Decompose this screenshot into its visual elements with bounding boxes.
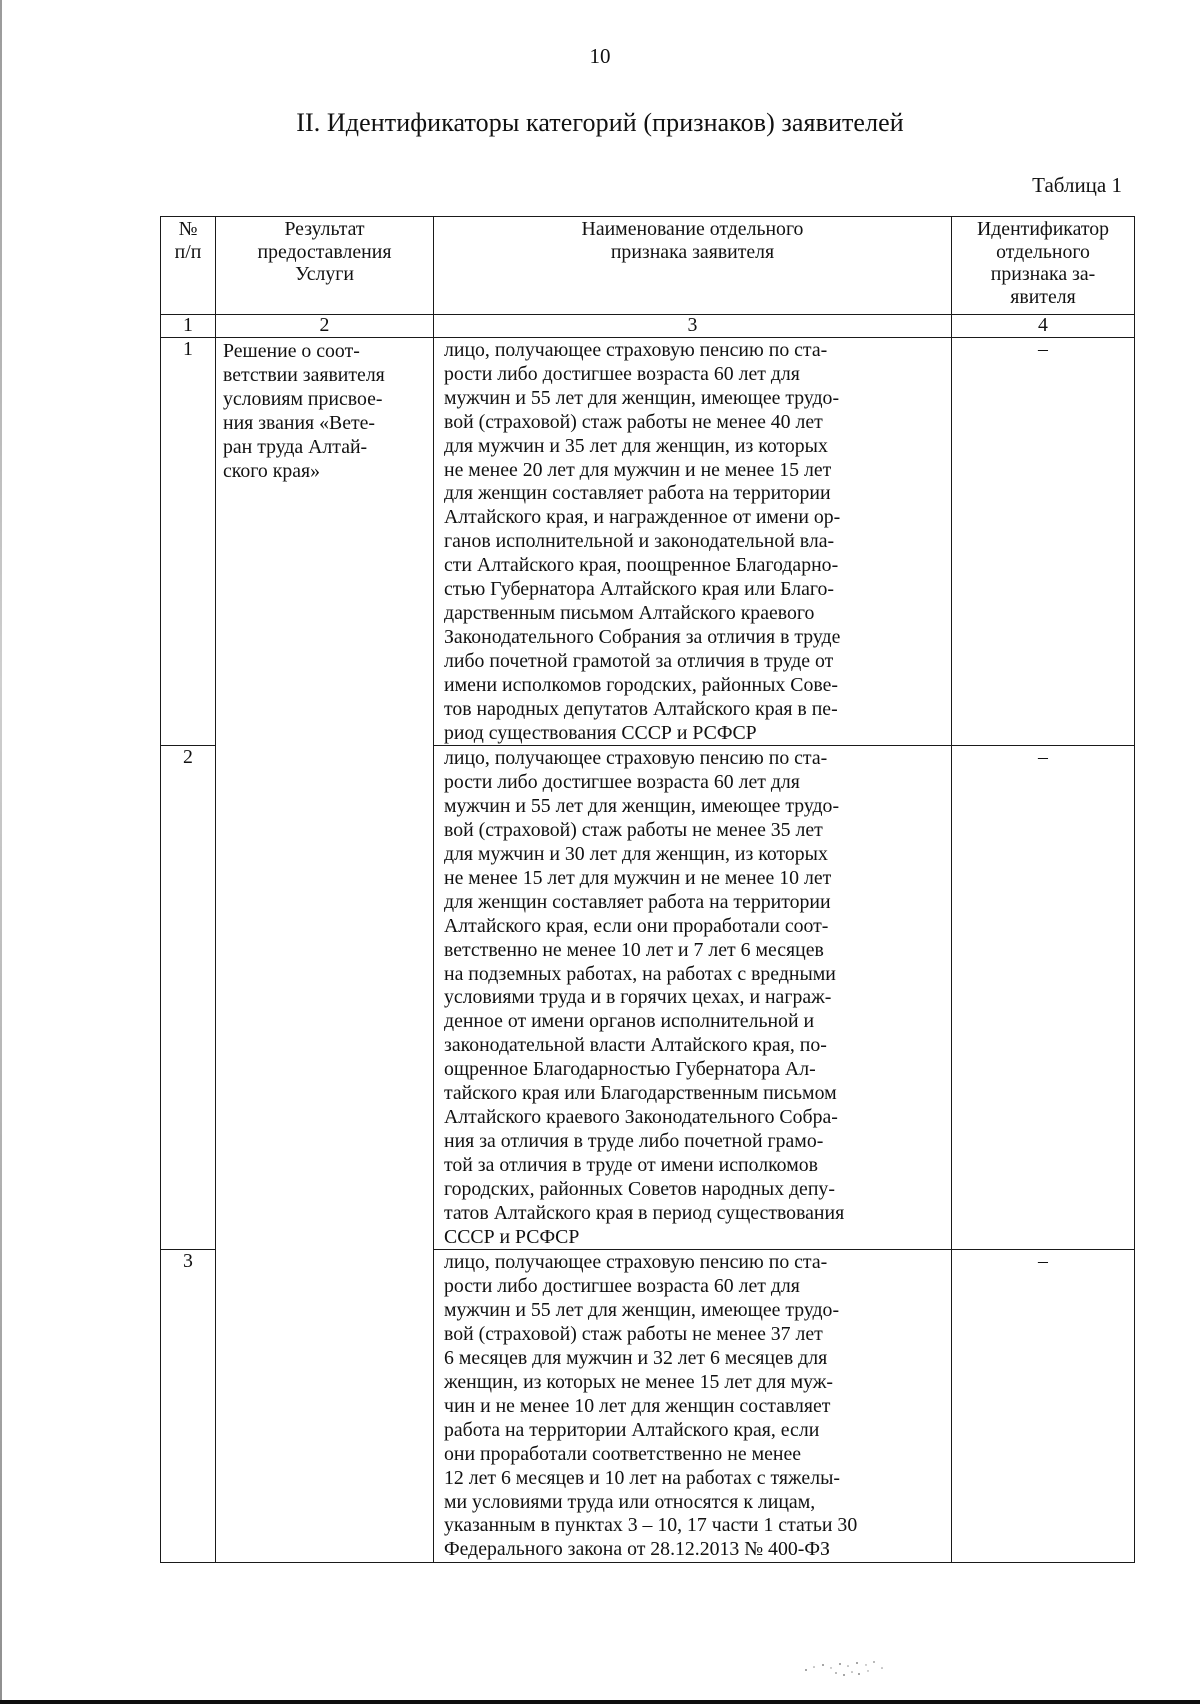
column-number: 1	[161, 315, 216, 338]
identifier-cell: –	[952, 746, 1135, 1250]
header-row	[161, 217, 1135, 315]
header-identifier: Идентификатор отдельного признака за- явителя	[952, 217, 1135, 315]
section-title: II. Идентификаторы категорий (признаков) заявителей	[296, 108, 904, 137]
scan-bottom-edge	[0, 1700, 1200, 1704]
column-number-row	[161, 315, 1135, 338]
scan-artifact	[796, 1656, 906, 1678]
column-number: 4	[952, 315, 1135, 338]
header-feature-name: Наименование отдельного признака заявителя	[434, 217, 952, 315]
applicant-identifiers-table	[160, 216, 1135, 1563]
service-result-cell: Решение о соот- ветствии заявителя условиям присвое- ния звания «Вете- ран труда Алтай- ского края»	[216, 338, 434, 1563]
identifier-cell: –	[952, 1250, 1135, 1563]
feature-name-cell: лицо, получающее страховую пенсию по ста- рости либо достигшее возраста 60 лет для мужчин и 55 лет для женщин, имеющее трудо- вой (страховой) стаж работы не менее 40 лет для мужчин и 35 лет для женщин, из которых не менее 20 лет для мужчин и не менее 15 лет для женщин составляет работа на территории Алтайского края, и награжденное от имени ор- ганов исполнительной и законодательной вла- сти Алтайского края, поощренное Благодарно- стью Губернатора Алтайского края или Благо- дарственным письмом Алтайского краевого Законодательного Собрания за отличия в труде либо почетной грамотой за отличия в труде от имени исполкомов городских, районных Сове- тов народных депутатов Алтайского края в пе- риод существования СССР и РСФСР	[434, 338, 952, 746]
scan-left-edge	[0, 0, 2, 1704]
row-number: 3	[161, 1250, 216, 1563]
header-number: № п/п	[161, 217, 216, 315]
table-row	[161, 338, 1135, 746]
row-number: 2	[161, 746, 216, 1250]
column-number: 2	[216, 315, 434, 338]
column-number: 3	[434, 315, 952, 338]
feature-name-cell: лицо, получающее страховую пенсию по ста- рости либо достигшее возраста 60 лет для мужчин и 55 лет для женщин, имеющее трудо- вой (страховой) стаж работы не менее 37 лет 6 месяцев для мужчин и 32 лет 6 месяцев для женщин, из которых не менее 15 лет для муж- чин и не менее 10 лет для женщин составляет работа на территории Алтайского края, если они проработали соответственно не менее 12 лет 6 месяцев и 10 лет на работах с тяжелы- ми условиями труда или относятся к лицам, указанным в пунктах 3 – 10, 17 части 1 статьи 30 Федерального закона от 28.12.2013 № 400-ФЗ	[434, 1250, 952, 1563]
identifier-cell: –	[952, 338, 1135, 746]
row-number: 1	[161, 338, 216, 746]
header-result: Результат предоставления Услуги	[216, 217, 434, 315]
feature-name-cell: лицо, получающее страховую пенсию по ста- рости либо достигшее возраста 60 лет для мужчин и 55 лет для женщин, имеющее трудо- вой (страховой) стаж работы не менее 35 лет для мужчин и 30 лет для женщин, из которых не менее 15 лет для мужчин и не менее 10 лет для женщин составляет работа на территории Алтайского края, если они проработали соот- ветственно не менее 10 лет и 7 лет 6 месяцев на подземных работах, на работах с вредными условиями труда и в горячих цехах, и награж- денное от имени органов исполнительной и законодательной власти Алтайского края, по- ощренное Благодарностью Губернатора Ал- тайского края или Благодарственным письмом Алтайского краевого Законодательного Собра- ния за отличия в труде либо почетной грамо- той за отличия в труде от имени исполкомов городских, районных Советов народных депу- татов Алтайского края в период существования СССР и РСФСР	[434, 746, 952, 1250]
page-number: 10	[589, 44, 611, 68]
table-caption: Таблица 1	[1032, 173, 1122, 197]
